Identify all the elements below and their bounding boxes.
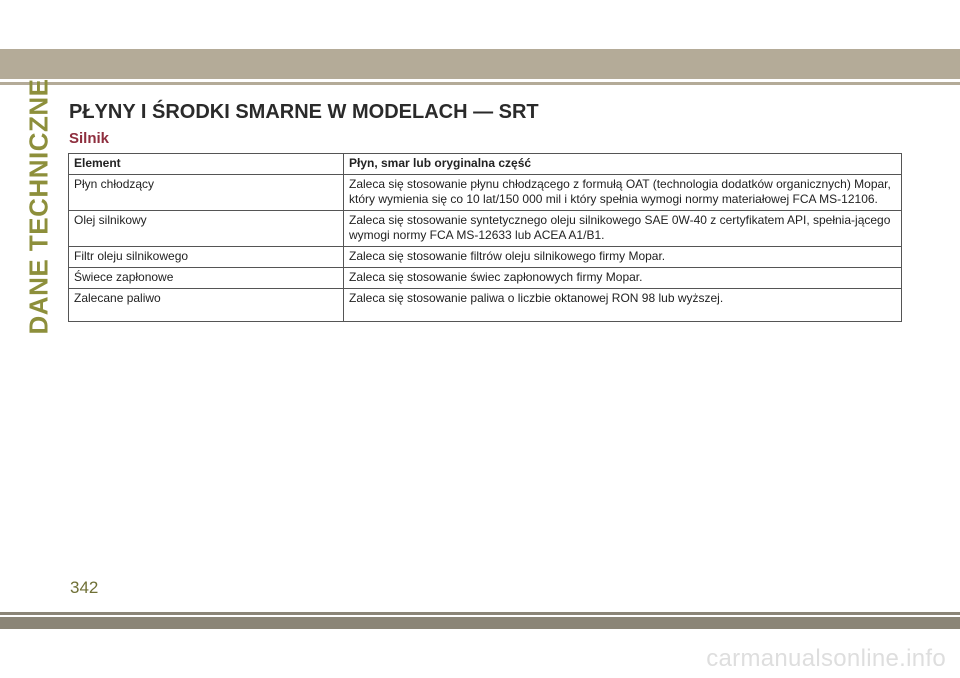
table-cell-value: Zaleca się stosowanie syntetycznego oleju silnikowego SAE 0W-40 z certyfikatem API, spełnia-jącego wymogi normy FCA MS-12633 lub ACEA A1/B1. xyxy=(344,211,902,247)
page-number: 342 xyxy=(70,578,99,597)
table-row xyxy=(69,175,902,211)
table-cell-element: Olej silnikowy xyxy=(69,211,344,247)
table-cell-element: Świece zapłonowe xyxy=(69,268,344,289)
top-decorative-band xyxy=(0,49,960,79)
table-row xyxy=(69,268,902,289)
chapter-side-label xyxy=(22,78,56,334)
table-cell-value: Zaleca się stosowanie filtrów oleju silnikowego firmy Mopar. xyxy=(344,247,902,268)
table-row xyxy=(69,289,902,322)
column-header-element: Element xyxy=(69,154,344,175)
watermark: carmanualsonline.info xyxy=(706,645,946,672)
bottom-decorative-band xyxy=(0,617,960,629)
table-cell-element: Filtr oleju silnikowego xyxy=(69,247,344,268)
table-row xyxy=(69,211,902,247)
bottom-divider-line xyxy=(0,612,960,615)
table-cell-element: Zalecane paliwo xyxy=(69,289,344,322)
table-header-row xyxy=(69,154,902,175)
section-title: Silnik xyxy=(69,130,110,147)
chapter-side-label-text: DANE TECHNICZNE xyxy=(23,78,54,334)
column-header-fluid: Płyn, smar lub oryginalna część xyxy=(344,154,902,175)
top-divider-line xyxy=(0,82,960,85)
table-cell-value: Zaleca się stosowanie paliwa o liczbie oktanowej RON 98 lub wyższej. xyxy=(344,289,902,322)
page-title: PŁYNY I ŚRODKI SMARNE W MODELACH — SRT xyxy=(69,101,539,123)
fluids-table xyxy=(68,153,902,322)
table-cell-value: Zaleca się stosowanie płynu chłodzącego z formułą OAT (technologia dodatków organicznych) Mopar, który wymienia się co 10 lat/150 000 mil i który spełnia wymogi normy materiałowej FCA MS-12106. xyxy=(344,175,902,211)
table-cell-element: Płyn chłodzący xyxy=(69,175,344,211)
table-row xyxy=(69,247,902,268)
table-cell-value: Zaleca się stosowanie świec zapłonowych firmy Mopar. xyxy=(344,268,902,289)
